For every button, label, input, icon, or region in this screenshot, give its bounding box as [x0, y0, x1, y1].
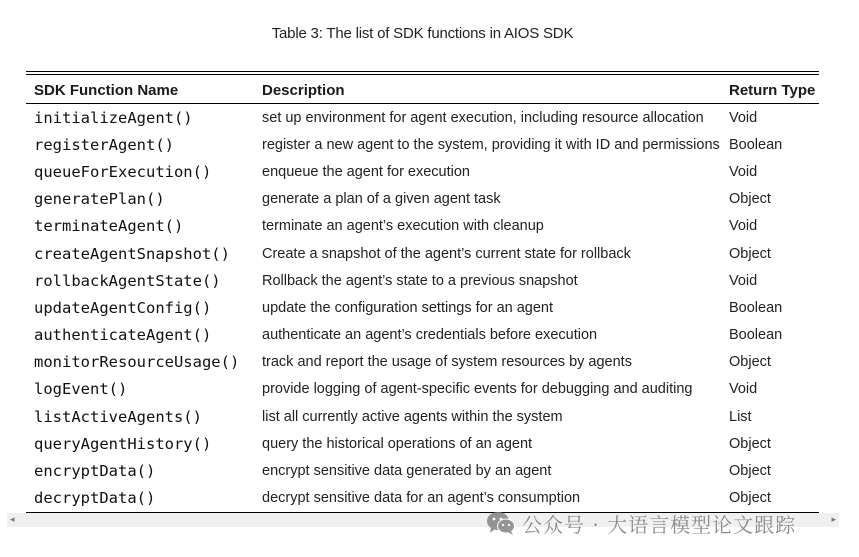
function-name-cell: queryAgentHistory() — [34, 434, 212, 453]
description-cell: generate a plan of a given agent task — [262, 191, 501, 208]
function-name-cell: generatePlan() — [34, 190, 165, 209]
sdk-functions-table — [26, 75, 819, 512]
scroll-left-arrow-icon[interactable]: ◂ — [10, 515, 15, 525]
table-row — [26, 267, 819, 294]
return-type-cell: Boolean — [729, 299, 783, 316]
column-header-function-name: SDK Function Name — [26, 75, 254, 104]
return-type-cell: Void — [729, 381, 758, 398]
table-row — [26, 376, 819, 403]
function-name-cell: rollbackAgentState() — [34, 271, 221, 290]
column-header-description: Description — [254, 75, 721, 104]
table-caption: Table 3: The list of SDK functions in AIOS SDK — [271, 25, 574, 42]
table-header-row — [26, 75, 819, 104]
description-cell: terminate an agent’s execution with cleanup — [262, 218, 544, 235]
table-row — [26, 240, 819, 267]
return-type-cell: Object — [729, 435, 771, 452]
description-cell: register a new agent to the system, providing it with ID and permissions — [262, 136, 720, 153]
return-type-cell: Void — [729, 109, 758, 126]
function-name-cell: listActiveAgents() — [34, 407, 202, 426]
description-cell: track and report the usage of system resources by agents — [262, 354, 632, 371]
function-name-cell: encryptData() — [34, 462, 156, 481]
function-name-cell: decryptData() — [34, 489, 156, 508]
table-row — [26, 213, 819, 240]
description-cell: set up environment for agent execution, including resource allocation — [262, 109, 704, 126]
function-name-cell: initializeAgent() — [34, 108, 193, 127]
function-name-cell: authenticateAgent() — [34, 326, 212, 345]
return-type-cell: Void — [729, 272, 758, 289]
function-name-cell: monitorResourceUsage() — [34, 353, 240, 372]
return-type-cell: Object — [729, 191, 771, 208]
description-cell: list all currently active agents within the system — [262, 408, 563, 425]
function-name-cell: logEvent() — [34, 380, 128, 399]
return-type-cell: Object — [729, 245, 771, 262]
description-cell: query the historical operations of an agent — [262, 435, 533, 452]
sdk-functions-table-container — [26, 71, 819, 516]
watermark-text: 公众号 · 大语言模型论文跟踪 — [522, 512, 797, 537]
table-row — [26, 322, 819, 349]
table-row — [26, 457, 819, 484]
return-type-cell: Object — [729, 490, 771, 507]
return-type-cell: List — [729, 408, 752, 425]
table-row — [26, 403, 819, 430]
description-cell: update the configuration settings for an agent — [262, 299, 554, 316]
description-cell: Create a snapshot of the agent’s current state for rollback — [262, 245, 631, 262]
function-name-cell: updateAgentConfig() — [34, 298, 212, 317]
return-type-cell: Object — [729, 354, 771, 371]
return-type-cell: Void — [729, 218, 758, 235]
description-cell: enqueue the agent for execution — [262, 163, 470, 180]
table-row — [26, 186, 819, 213]
return-type-cell: Void — [729, 163, 758, 180]
table-row — [26, 294, 819, 321]
description-cell: Rollback the agent’s state to a previous snapshot — [262, 272, 578, 289]
table-row — [26, 158, 819, 185]
description-cell: decrypt sensitive data for an agent’s consumption — [262, 490, 581, 507]
column-header-return-type: Return Type — [721, 75, 819, 104]
table-row — [26, 430, 819, 457]
wechat-icon — [486, 510, 516, 536]
table-row — [26, 104, 819, 132]
return-type-cell: Object — [729, 463, 771, 480]
description-cell: authenticate an agent’s credentials before execution — [262, 327, 598, 344]
function-name-cell: queueForExecution() — [34, 162, 212, 181]
table-row — [26, 131, 819, 158]
description-cell: provide logging of agent-specific events for debugging and auditing — [262, 381, 693, 398]
function-name-cell: createAgentSnapshot() — [34, 244, 230, 263]
description-cell: encrypt sensitive data generated by an agent — [262, 463, 552, 480]
return-type-cell: Boolean — [729, 136, 783, 153]
table-row — [26, 349, 819, 376]
function-name-cell: terminateAgent() — [34, 217, 184, 236]
watermark — [486, 509, 796, 537]
return-type-cell: Boolean — [729, 327, 783, 344]
function-name-cell: registerAgent() — [34, 135, 174, 154]
scroll-right-arrow-icon[interactable]: ▸ — [831, 515, 836, 525]
